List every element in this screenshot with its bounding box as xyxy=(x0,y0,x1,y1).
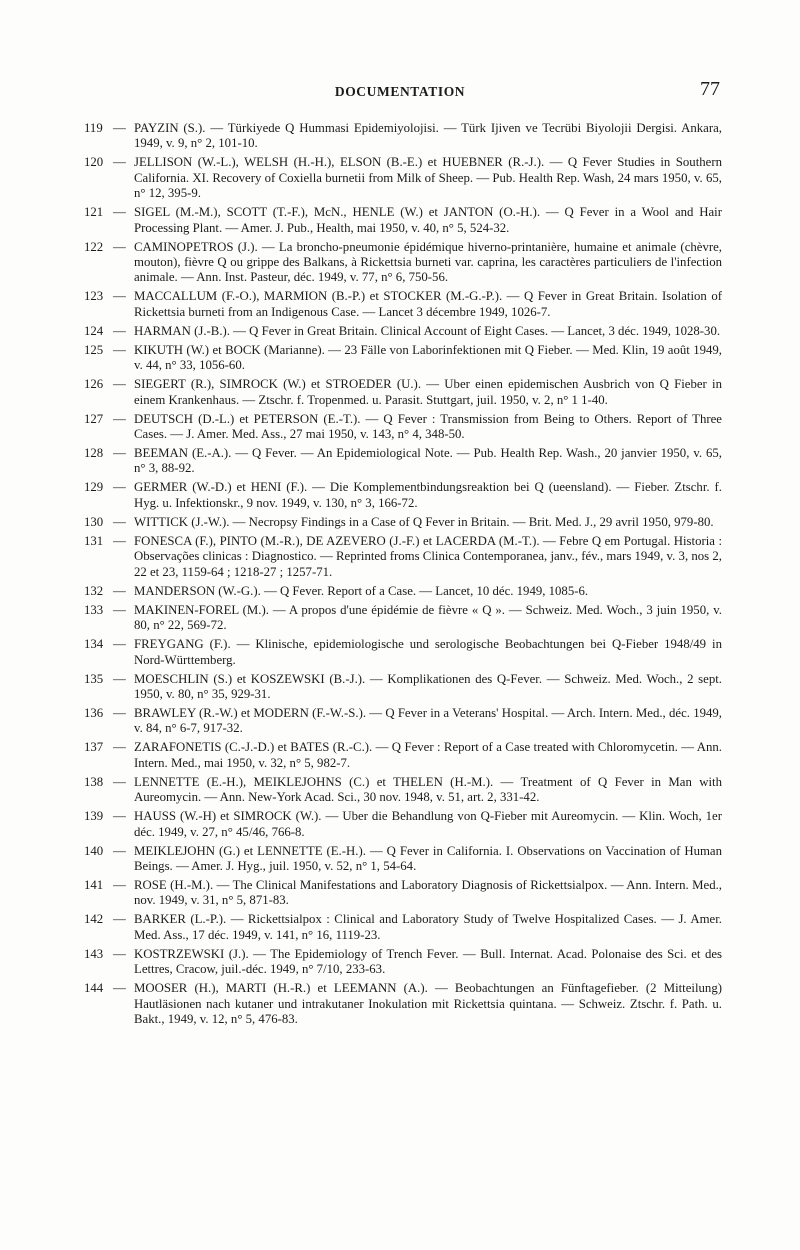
bibliography-entry xyxy=(0,412,800,443)
bibliography-entry xyxy=(0,809,800,840)
entry-number: 144 xyxy=(84,981,104,996)
entry-dash: — xyxy=(113,843,126,858)
page-number: 77 xyxy=(700,78,720,100)
entry-number: 137 xyxy=(84,740,104,755)
entry-dash: — xyxy=(113,809,126,824)
entry-dash: — xyxy=(113,446,126,461)
entry-number: 141 xyxy=(84,877,104,892)
entry-text: DEUTSCH (D.-L.) et PETERSON (E.-T.). — Q Fever : Transmission from Being to Others. Report of Three Cases. — J. Amer. Med. Ass., 27 mai 1950, v. 143, n° 4, 348-50. xyxy=(134,411,722,442)
bibliography-entry xyxy=(0,584,800,599)
entry-dash: — xyxy=(113,121,126,135)
bibliography-entry xyxy=(0,240,800,286)
entry-number: 133 xyxy=(84,602,104,617)
entry-text: MAKINEN-FOREL (M.). — A propos d'une épidémie de fièvre « Q ». — Schweiz. Med. Woch., 3 juin 1950, v. 80, n° 22, 569-72. xyxy=(134,602,722,633)
bibliography-list xyxy=(0,121,800,1031)
entry-text: HAUSS (W.-H) et SIMROCK (W.). — Uber die Behandlung von Q-Fieber mit Aureomycin. — Klin. Woch, 1er déc. 1949, v. 27, n° 45/46, 766-8. xyxy=(134,809,722,839)
bibliography-entry xyxy=(0,775,800,806)
entry-text: KOSTRZEWSKI (J.). — The Epidemiology of Trench Fever. — Bull. Internat. Acad. Polonaise des Sci. et des Lettres, Cracow, juil.-déc. 1949, n° 7/10, 233-63. xyxy=(134,946,722,977)
entry-dash: — xyxy=(113,637,126,652)
entry-dash: — xyxy=(113,342,126,357)
entry-text: HARMAN (J.-B.). — Q Fever in Great Britain. Clinical Account of Eight Cases. — Lancet, 3 déc. 1949, 1028-30. xyxy=(134,323,721,338)
entry-number: 120 xyxy=(84,155,104,170)
entry-text: BARKER (L.-P.). — Rickettsialpox : Clinical and Laboratory Study of Twelve Hospitalized Cases. — J. Amer. Med. Ass., 17 déc. 1949, v. 141, n° 16, 1119-23. xyxy=(134,912,722,942)
entry-text: BEEMAN (E.-A.). — Q Fever. — An Epidemiological Note. — Pub. Health Rep. Wash., 20 janvier 1950, v. 65, n° 3, 88-92. xyxy=(134,446,722,476)
entry-number: 128 xyxy=(84,446,104,461)
entry-number: 123 xyxy=(84,289,104,304)
entry-number: 131 xyxy=(84,533,104,548)
entry-number: 124 xyxy=(84,323,104,338)
entry-text: ZARAFONETIS (C.-J.-D.) et BATES (R.-C.). — Q Fever : Report of a Case treated with Chloromycetin. — Ann. Intern. Med., mai 1950, v. 32, n° 5, 982-7. xyxy=(134,740,722,770)
entry-text: SIEGERT (R.), SIMROCK (W.) et STROEDER (U.). — Uber einen epidemischen Ausbrich von Q Fieber in einem Krankenhaus. — Ztschr. f. Tropenmed. u. Parasit. Stuttgart, juil. 1950, v. 2, n° 1 1-40. xyxy=(134,377,722,407)
entry-text: KIKUTH (W.) et BOCK (Marianne). — 23 Fälle von Laborinfektionen mit Q Fieber. — Med. Klin, 19 août 1949, v. 44, n° 33, 1056-60. xyxy=(134,342,722,373)
bibliography-entry xyxy=(0,844,800,875)
entry-dash: — xyxy=(113,533,126,548)
entry-number: 139 xyxy=(84,809,104,824)
entry-text: BRAWLEY (R.-W.) et MODERN (F.-W.-S.). — Q Fever in a Veterans' Hospital. — Arch. Intern. Med., déc. 1949, v. 84, n° 6-7, 917-32. xyxy=(134,705,722,736)
entry-dash: — xyxy=(113,912,126,927)
entry-text: PAYZIN (S.). — Türkiyede Q Hummasi Epidemiyolojisi. — Türk Ijiven ve Tecrübi Biyolojii Dergisi. Ankara, 1949, v. 9, n° 2, 101-10. xyxy=(134,121,722,151)
bibliography-entry xyxy=(0,603,800,634)
entry-dash: — xyxy=(113,981,126,996)
entry-text: MOOSER (H.), MARTI (H.-R.) et LEEMANN (A.). — Beobachtungen an Fünftagefieber. (2 Mitteilung) Hautläsionen nach kutaner und intrakutaner Inokulation mit Rickettsia quintana. — Schweiz. Ztschr. f. Path. u. Bakt., 1949, v. 12, n° 5, 476-83. xyxy=(134,981,722,1026)
bibliography-entry xyxy=(0,981,800,1027)
entry-number: 121 xyxy=(84,205,104,220)
entry-text: GERMER (W.-D.) et HENI (F.). — Die Komplementbindungsreaktion bei Q (ueensland). — Fieber. Ztschr. f. Hyg. u. Infektionskr., 9 nov. 1949, v. 130, n° 3, 166-72. xyxy=(134,480,722,510)
entry-number: 138 xyxy=(84,774,104,789)
bibliography-entry xyxy=(0,324,800,339)
entry-text: MANDERSON (W.-G.). — Q Fever. Report of a Case. — Lancet, 10 déc. 1949, 1085-6. xyxy=(134,583,589,598)
bibliography-entry xyxy=(0,740,800,771)
entry-number: 134 xyxy=(84,637,104,652)
entry-dash: — xyxy=(113,323,126,338)
entry-number: 125 xyxy=(84,342,104,357)
entry-dash: — xyxy=(113,289,126,304)
entry-number: 132 xyxy=(84,583,104,598)
bibliography-entry xyxy=(0,446,800,477)
bibliography-entry xyxy=(0,706,800,737)
entry-text: MACCALLUM (F.-O.), MARMION (B.-P.) et STOCKER (M.-G.-P.). — Q Fever in Great Britain. Isolation of Rickettsia burneti from an Indigenous Case. — Lancet 3 décembre 1949, 1026-7. xyxy=(134,289,722,319)
entry-dash: — xyxy=(113,602,126,617)
bibliography-entry xyxy=(0,912,800,943)
entry-number: 140 xyxy=(84,843,104,858)
entry-text: FREYGANG (F.). — Klinische, epidemiologische und serologische Beobachtungen bei Q-Fieber 1948/49 in Nord-Württemberg. xyxy=(134,637,722,667)
entry-text: JELLISON (W.-L.), WELSH (H.-H.), ELSON (B.-E.) et HUEBNER (R.-J.). — Q Fever Studies in Southern California. XI. Recovery of Coxiella burnetii from Milk of Sheep. — Pub. Health Rep. Wash, 24 mars 1950, v. 65, n° 12, 395-9. xyxy=(134,155,722,201)
entry-number: 142 xyxy=(84,912,104,927)
entry-dash: — xyxy=(113,740,126,755)
entry-dash: — xyxy=(113,411,126,426)
bibliography-entry xyxy=(0,289,800,320)
bibliography-entry xyxy=(0,878,800,909)
entry-number: 119 xyxy=(84,121,103,135)
entry-number: 135 xyxy=(84,671,104,686)
bibliography-entry xyxy=(0,637,800,668)
entry-number: 126 xyxy=(84,377,104,392)
entry-number: 122 xyxy=(84,239,104,254)
bibliography-entry xyxy=(0,121,800,152)
entry-dash: — xyxy=(113,514,126,529)
entry-text: FONESCA (F.), PINTO (M.-R.), DE AZEVERO (J.-F.) et LACERDA (M.-T.). — Febre Q em Portugal. Historia : Observações clinicas : Diagnostico. — Reprinted froms Clinica Contemporanea, janv., fév., mars 1949, v. 3, nos 2, 22 et 23, 1159-64 ; 1218-27 ; 1257-71. xyxy=(134,533,722,579)
entry-text: MEIKLEJOHN (G.) et LENNETTE (E.-H.). — Q Fever in California. I. Observations on Vaccination of Human Beings. — Amer. J. Hyg., juil. 1950, v. 52, n° 1, 54-64. xyxy=(134,843,722,873)
entry-dash: — xyxy=(113,946,126,961)
entry-number: 130 xyxy=(84,514,104,529)
bibliography-entry xyxy=(0,947,800,978)
entry-text: ROSE (H.-M.). — The Clinical Manifestations and Laboratory Diagnosis of Rickettsialpox. — Ann. Intern. Med., nov. 1949, v. 31, n° 5, 871-83. xyxy=(134,877,722,908)
entry-text: SIGEL (M.-M.), SCOTT (T.-F.), McN., HENLE (W.) et JANTON (O.-H.). — Q Fever in a Wool and Hair Processing Plant. — Amer. J. Pub., Health, mai 1950, v. 40, n° 5, 524-32. xyxy=(134,205,722,235)
entry-text: MOESCHLIN (S.) et KOSZEWSKI (B.-J.). — Komplikationen des Q-Fever. — Schweiz. Med. Woch., 2 sept. 1950, v. 80, n° 35, 929-31. xyxy=(134,671,722,701)
entry-dash: — xyxy=(113,239,126,254)
entry-number: 136 xyxy=(84,705,104,720)
entry-text: WITTICK (J.-W.). — Necropsy Findings in a Case of Q Fever in Britain. — Brit. Med. J., 29 avril 1950, 979-80. xyxy=(134,514,714,529)
bibliography-entry xyxy=(0,155,800,201)
bibliography-entry xyxy=(0,515,800,530)
entry-dash: — xyxy=(113,774,126,789)
entry-number: 127 xyxy=(84,411,104,426)
entry-dash: — xyxy=(113,705,126,720)
entry-dash: — xyxy=(113,671,126,686)
bibliography-entry xyxy=(0,480,800,511)
page-header xyxy=(80,78,720,108)
running-title: DOCUMENTATION xyxy=(334,84,466,99)
bibliography-entry xyxy=(0,534,800,580)
entry-dash: — xyxy=(113,377,126,392)
entry-dash: — xyxy=(113,480,126,495)
bibliography-entry xyxy=(0,672,800,703)
entry-text: LENNETTE (E.-H.), MEIKLEJOHNS (C.) et THELEN (H.-M.). — Treatment of Q Fever in Man with Aureomycin. — Ann. New-York Acad. Sci., 30 nov. 1948, v. 51, art. 2, 331-42. xyxy=(134,774,722,805)
bibliography-entry xyxy=(0,205,800,236)
entry-dash: — xyxy=(113,205,126,220)
entry-text: CAMINOPETROS (J.). — La broncho-pneumonie épidémique hiverno-printanière, humaine et animale (chèvre, mouton), fièvre Q ou grippe des Balkans, à Rickettsia burneti var. caprina, les caractères particuliers de l'infection animale. — Ann. Inst. Pasteur, déc. 1949, v. 77, n° 6, 750-56. xyxy=(134,239,722,285)
bibliography-entry xyxy=(0,377,800,408)
entry-number: 143 xyxy=(84,946,104,961)
entry-dash: — xyxy=(113,155,126,170)
entry-dash: — xyxy=(113,583,126,598)
entry-dash: — xyxy=(113,877,126,892)
bibliography-entry xyxy=(0,343,800,374)
entry-number: 129 xyxy=(84,480,104,495)
